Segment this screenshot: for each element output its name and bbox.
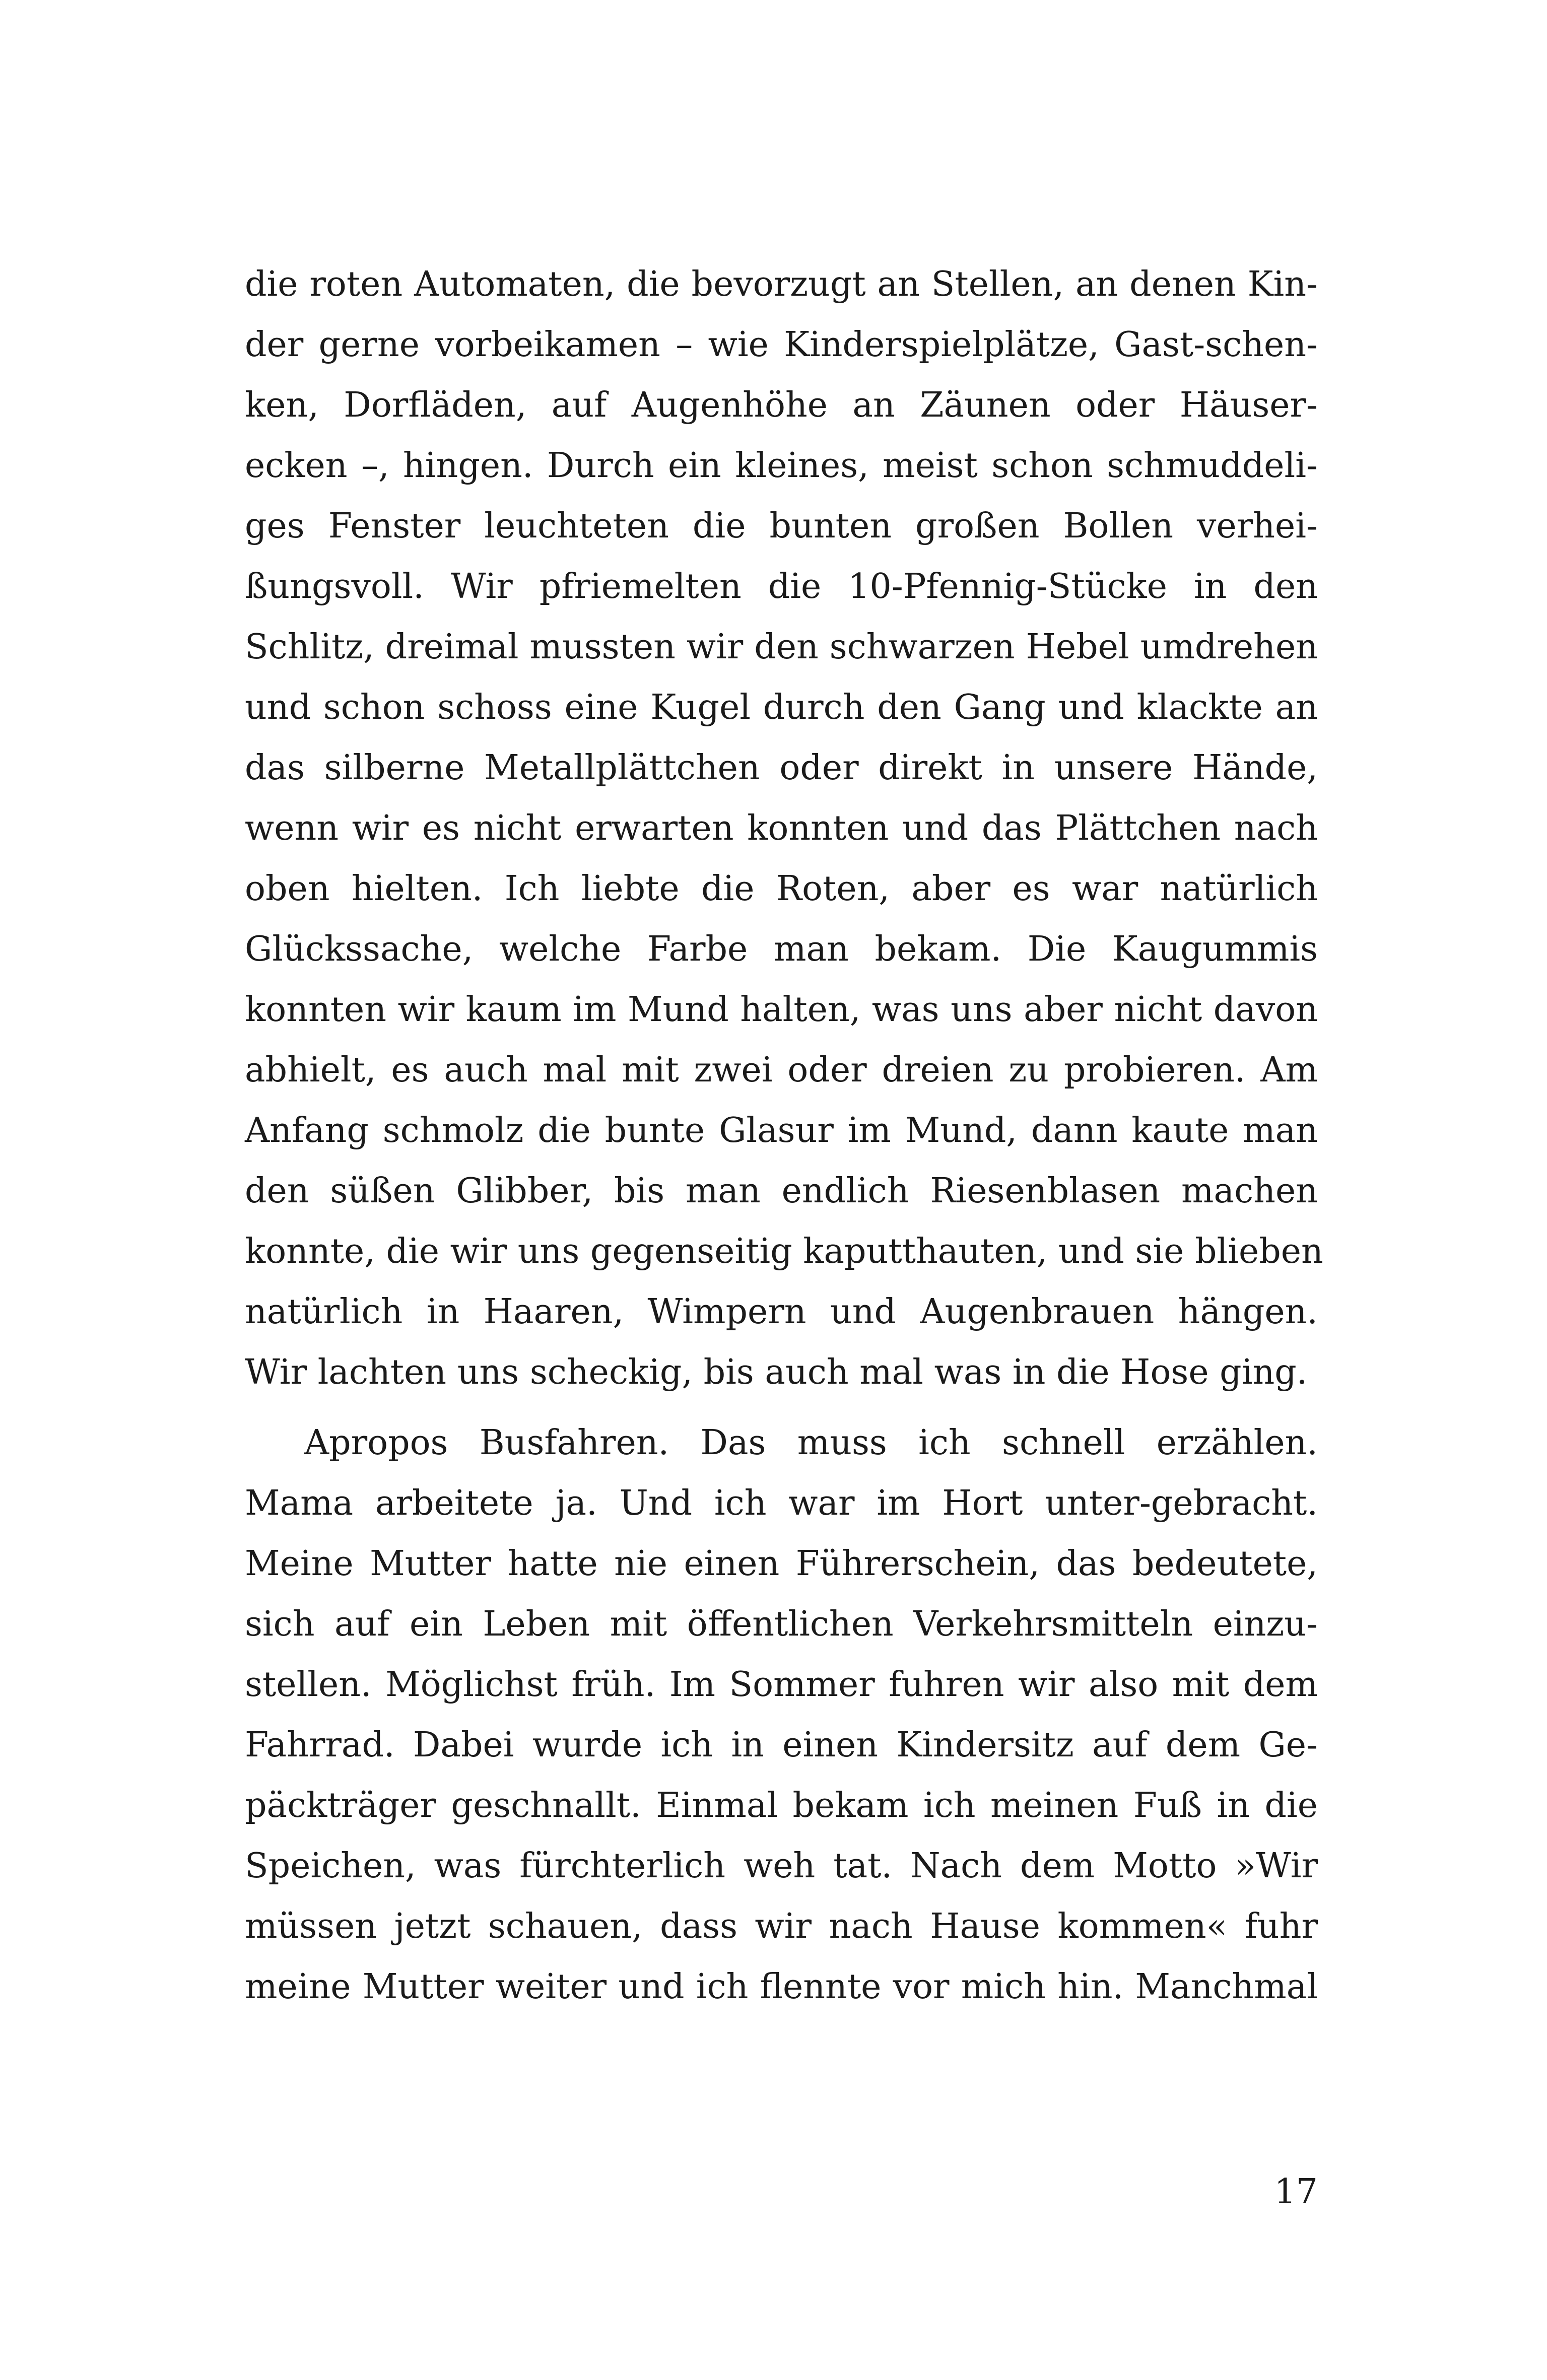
text-line: wenn wir es nicht erwarten konnten und das Plättchen nach (245, 808, 1318, 848)
text-line: Apropos Busfahren. Das muss ich schnell erzählen. (304, 1423, 1318, 1463)
text-line: meine Mutter weiter und ich flennte vor mich hin. Manchmal (245, 1967, 1318, 2007)
text-line: Speichen, was fürchterlich weh tat. Nach dem Motto »Wir (245, 1846, 1318, 1886)
text-line: oben hielten. Ich liebte die Roten, aber es war natürlich (245, 869, 1318, 909)
text-line: Mama arbeitete ja. Und ich war im Hort unter-gebracht. (245, 1483, 1318, 1523)
text-line: und schon schoss eine Kugel durch den Gang und klackte an (245, 688, 1318, 727)
text-line: ges Fenster leuchteten die bunten großen Bollen verhei- (245, 506, 1318, 546)
text-line: konnte, die wir uns gegenseitig kaputthauten, und sie blieben (245, 1232, 1323, 1271)
text-line: sich auf ein Leben mit öffentlichen Verkehrsmitteln einzu- (245, 1604, 1318, 1644)
text-line: ecken –, hingen. Durch ein kleines, meist schon schmuddeli- (245, 446, 1318, 486)
text-line: natürlich in Haaren, Wimpern und Augenbrauen hängen. (245, 1292, 1318, 1332)
text-line: abhielt, es auch mal mit zwei oder dreien zu probieren. Am (245, 1050, 1318, 1090)
text-line: ßungsvoll. Wir pfriemelten die 10-Pfennig-Stücke in den (245, 567, 1318, 606)
text-line: das silberne Metallplättchen oder direkt in unsere Hände, (245, 748, 1318, 788)
page-number: 17 (1274, 2172, 1318, 2212)
text-line: Fahrrad. Dabei wurde ich in einen Kindersitz auf dem Ge- (245, 1725, 1318, 1765)
text-line: Meine Mutter hatte nie einen Führerschein, das bedeutete, (245, 1544, 1318, 1584)
text-line: die roten Automaten, die bevorzugt an Stellen, an denen Kin- (245, 264, 1318, 304)
text-line: Schlitz, dreimal mussten wir den schwarzen Hebel umdrehen (245, 627, 1318, 667)
text-line: ken, Dorfläden, auf Augenhöhe an Zäunen oder Häuser- (245, 385, 1318, 425)
text-line: konnten wir kaum im Mund halten, was uns aber nicht davon (245, 990, 1318, 1030)
text-line: den süßen Glibber, bis man endlich Riesenblasen machen (245, 1171, 1318, 1211)
text-line: Glückssache, welche Farbe man bekam. Die Kaugummis (245, 929, 1318, 969)
text-line: Wir lachten uns scheckig, bis auch mal was in die Hose ging. (245, 1352, 1308, 1392)
text-line: päckträger geschnallt. Einmal bekam ich meinen Fuß in die (245, 1786, 1318, 1825)
text-line: müssen jetzt schauen, dass wir nach Hause kommen« fuhr (245, 1907, 1318, 1946)
text-line: stellen. Möglichst früh. Im Sommer fuhren wir also mit dem (245, 1665, 1318, 1705)
text-line: Anfang schmolz die bunte Glasur im Mund, dann kaute man (245, 1111, 1318, 1150)
text-line: der gerne vorbeikamen – wie Kinderspielplätze, Gast-schen- (245, 325, 1318, 365)
